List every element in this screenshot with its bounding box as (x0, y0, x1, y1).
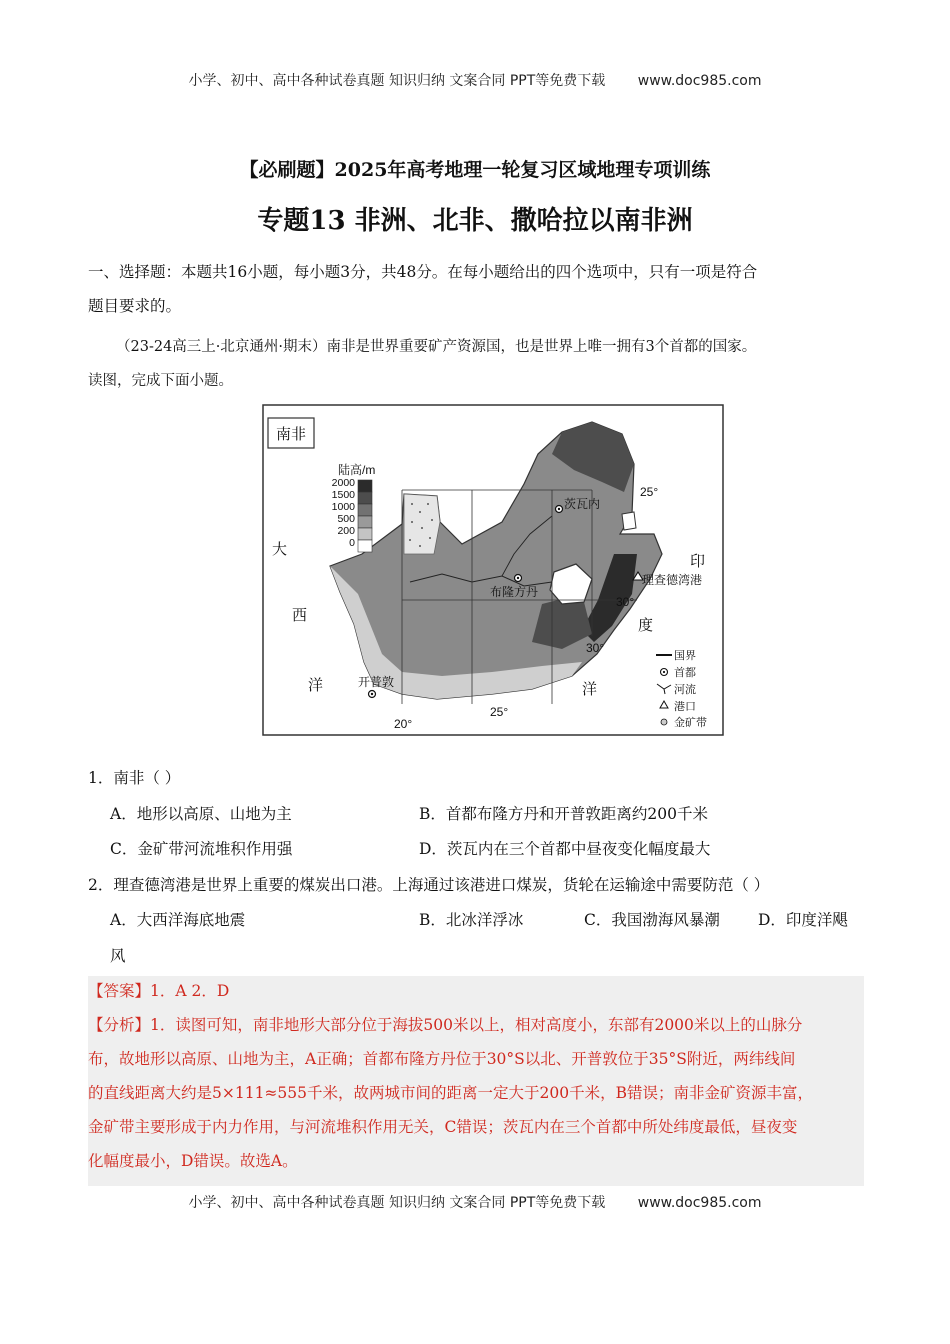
ocean-atlantic-3: 洋 (308, 677, 324, 694)
label-capetown: 开普敦 (358, 675, 395, 689)
section-line-1: 一、选择题：本题共16小题，每小题3分，共48分。在每小题给出的四个选项中，只有一项是符合 (88, 263, 758, 281)
analysis-line-3: 的直线距离大约是5×111≈555千米，故两城市间的距离一定大于200千米，B错误；南非金矿资源丰富， (88, 1084, 813, 1102)
legend-capital: 首都 (674, 667, 696, 679)
elevation-swatch (358, 492, 372, 504)
footer-site-link[interactable]: www.doc985.com (637, 1195, 762, 1211)
answer-label: 【答案】 (88, 982, 151, 1000)
intro-line-2: 读图，完成下面小题。 (88, 373, 233, 389)
page-header (0, 70, 950, 90)
header-text: 小学、初中、高中各种试卷真题 知识归纳 文案合同 PPT等免费下载 (188, 73, 606, 89)
answer-text: 1．A 2．D (150, 982, 230, 1000)
elevation-level-label: 500 (337, 513, 355, 525)
map-title: 南非 (276, 426, 307, 443)
q1-option-b[interactable]: B．首都布隆方丹和开普敦距离约200千米 (419, 805, 708, 823)
label-richards-bay: 理查德湾港 (642, 573, 703, 587)
ocean-indian-1: 印 (690, 553, 706, 570)
elevation-swatch (358, 480, 372, 492)
q1-option-a[interactable]: A．地形以高原、山地为主 (110, 805, 292, 823)
gold-belt-legend-icon (661, 719, 667, 725)
analysis-block (88, 1008, 864, 1178)
page-footer (0, 1192, 950, 1212)
legend-river: 河流 (674, 684, 696, 696)
elevation-level-label: 2000 (331, 477, 355, 489)
answer-line (88, 974, 864, 1008)
elevation-legend-title: 陆高/m (338, 463, 376, 477)
dotted-desert-area (404, 494, 440, 554)
analysis-line-2: 布，故地形以高原、山地为主，A正确；首都布隆方丹位于30°S以北、开普敦位于35°S附近，两纬线间 (88, 1050, 796, 1068)
analysis-line-1: 1．读图可知，南非地形大部分位于海拔500米以上，相对高度小，东部有2000米以上的山脉分 (150, 1016, 803, 1034)
grid-label-25s: 25° (640, 485, 659, 499)
legend-gold: 金矿带 (674, 717, 707, 729)
eswatini-enclave (622, 512, 636, 530)
label-bloemfontein: 布隆方丹 (490, 585, 539, 599)
section-instructions (88, 255, 864, 323)
analysis-label: 【分析】 (88, 1016, 151, 1034)
legend-border: 国界 (674, 650, 696, 662)
legend-port: 港口 (674, 701, 696, 713)
q2-option-a[interactable]: A．大西洋海底地震 (110, 911, 246, 929)
elevation-level-label: 0 (349, 537, 355, 549)
document-title: 专题13 非洲、北非、撒哈拉以南非洲 (257, 206, 693, 236)
section-line-2: 题目要求的。 (88, 297, 182, 315)
intro-line-1: （23-24高三上·北京通州·期末）南非是世界重要矿产资源国，也是世界上唯一拥有3个首都的国家。 (116, 339, 757, 355)
port-richards-bay (633, 572, 702, 587)
grid-label-30e: 30° (586, 641, 605, 655)
elevation-swatch (358, 528, 372, 540)
analysis-line-5: 化幅度最小，D错误。故选A。 (88, 1152, 298, 1170)
question-intro (88, 330, 864, 398)
south-africa-map (262, 404, 724, 736)
q2-option-d[interactable]: D．印度洋飓 (758, 911, 848, 929)
ocean-atlantic-2: 西 (292, 607, 308, 624)
document-subtitle: 【必刷题】2025年高考地理一轮复习区域地理专项训练 (239, 159, 711, 181)
footer-text: 小学、初中、高中各种试卷真题 知识归纳 文案合同 PPT等免费下载 (188, 1195, 606, 1211)
header-site-link[interactable]: www.doc985.com (637, 73, 762, 89)
ocean-atlantic-1: 大 (272, 541, 288, 558)
elevation-swatch (358, 516, 372, 528)
elevation-level-label: 1500 (331, 489, 355, 501)
label-pretoria: 茨瓦内 (564, 497, 601, 511)
elevation-level-label: 200 (337, 525, 355, 537)
ocean-indian-2: 度 (638, 617, 654, 634)
q1-option-d[interactable]: D．茨瓦内在三个首都中昼夜变化幅度最大 (419, 840, 711, 858)
grid-label-20e: 20° (394, 717, 413, 731)
elevation-swatch (358, 504, 372, 516)
q1-option-c[interactable]: C．金矿带河流堆积作用强 (110, 840, 293, 858)
analysis-line-4: 金矿带主要形成于内力作用，与河流堆积作用无关，C错误；茨瓦内在三个首都中所处纬度最低，昼夜变 (88, 1118, 798, 1136)
q2-option-c[interactable]: C．我国渤海风暴潮 (584, 911, 720, 929)
q2-option-b[interactable]: B．北冰洋浮冰 (419, 911, 524, 929)
question-2-stem: 2．理查德湾港是世界上重要的煤炭出口港。上海通过该港进口煤炭，货轮在运输途中需要防范（ ） (88, 876, 770, 894)
elevation-level-label: 1000 (331, 501, 355, 513)
question-1-stem: 1．南非（ ） (88, 769, 181, 787)
grid-label-25e: 25° (490, 705, 509, 719)
grid-label-30s: 30° (616, 595, 635, 609)
elevation-swatch (358, 540, 372, 552)
ocean-indian-3: 洋 (582, 681, 598, 698)
q2-option-d-continued: 风 (110, 947, 126, 965)
